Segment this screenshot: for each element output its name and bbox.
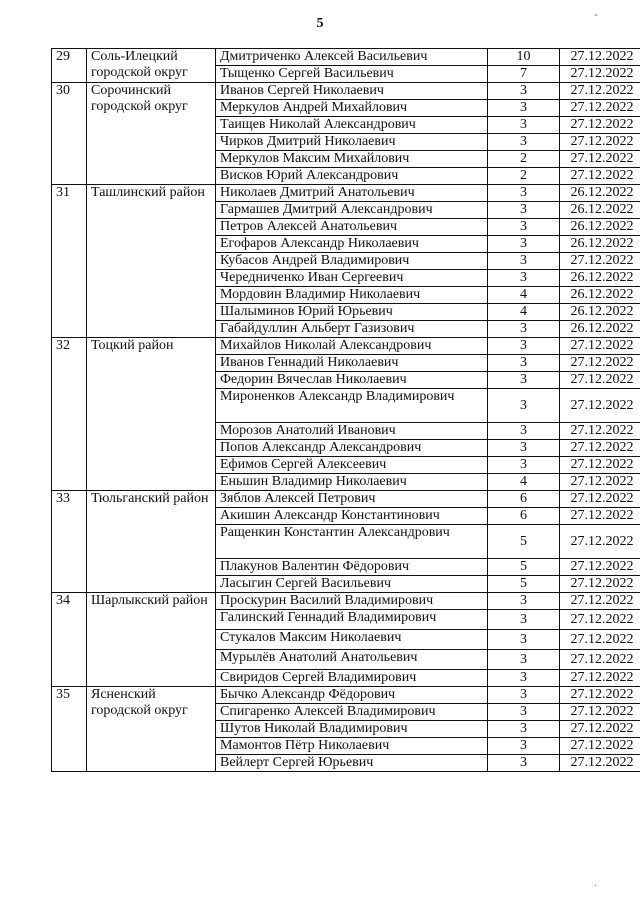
table-row bbox=[52, 491, 640, 508]
person-name: Шалыминов Юрий Юрьевич bbox=[216, 304, 488, 321]
count-value: 3 bbox=[488, 117, 560, 134]
person-name: Стукалов Максим Николаевич bbox=[216, 630, 488, 650]
person-name: Зяблов Алексей Петрович bbox=[216, 491, 488, 508]
count-value: 3 bbox=[488, 253, 560, 270]
person-name: Шутов Николай Владимирович bbox=[216, 721, 488, 738]
person-name: Акишин Александр Константинович bbox=[216, 508, 488, 525]
count-value: 6 bbox=[488, 491, 560, 508]
person-name: Мироненков Александр Владимирович bbox=[216, 389, 488, 423]
person-name: Еньшин Владимир Николаевич bbox=[216, 474, 488, 491]
date-value: 27.12.2022 bbox=[560, 721, 640, 738]
district-name: Тюльганский район bbox=[87, 491, 216, 593]
count-value: 3 bbox=[488, 738, 560, 755]
person-name: Федорин Вячеслав Николаевич bbox=[216, 372, 488, 389]
person-name: Егофаров Александр Николаевич bbox=[216, 236, 488, 253]
date-value: 27.12.2022 bbox=[560, 670, 640, 687]
count-value: 3 bbox=[488, 423, 560, 440]
person-name: Тыщенко Сергей Васильевич bbox=[216, 66, 488, 83]
date-value: 27.12.2022 bbox=[560, 253, 640, 270]
district-name: Сорочинский городской округ bbox=[87, 83, 216, 185]
count-value: 3 bbox=[488, 372, 560, 389]
group-number: 34 bbox=[52, 593, 87, 687]
count-value: 6 bbox=[488, 508, 560, 525]
date-value: 27.12.2022 bbox=[560, 738, 640, 755]
person-name: Дмитриченко Алексей Васильевич bbox=[216, 49, 488, 66]
date-value: 27.12.2022 bbox=[560, 66, 640, 83]
date-value: 27.12.2022 bbox=[560, 576, 640, 593]
date-value: 26.12.2022 bbox=[560, 185, 640, 202]
count-value: 3 bbox=[488, 721, 560, 738]
date-value: 27.12.2022 bbox=[560, 338, 640, 355]
person-name: Ефимов Сергей Алексеевич bbox=[216, 457, 488, 474]
count-value: 3 bbox=[488, 185, 560, 202]
person-name: Попов Александр Александрович bbox=[216, 440, 488, 457]
date-value: 27.12.2022 bbox=[560, 474, 640, 491]
date-value: 27.12.2022 bbox=[560, 440, 640, 457]
date-value: 27.12.2022 bbox=[560, 593, 640, 610]
person-name: Мурылёв Анатолий Анатольевич bbox=[216, 650, 488, 670]
group-number: 30 bbox=[52, 83, 87, 185]
person-name: Плакунов Валентин Фёдорович bbox=[216, 559, 488, 576]
date-value: 26.12.2022 bbox=[560, 270, 640, 287]
count-value: 5 bbox=[488, 576, 560, 593]
count-value: 3 bbox=[488, 687, 560, 704]
date-value: 27.12.2022 bbox=[560, 372, 640, 389]
date-value: 27.12.2022 bbox=[560, 100, 640, 117]
table-row bbox=[52, 185, 640, 202]
count-value: 3 bbox=[488, 219, 560, 236]
person-name: Галинский Геннадий Владимирович bbox=[216, 610, 488, 630]
person-name: Ращенкин Константин Александрович bbox=[216, 525, 488, 559]
person-name: Иванов Геннадий Николаевич bbox=[216, 355, 488, 372]
count-value: 3 bbox=[488, 321, 560, 338]
count-value: 4 bbox=[488, 287, 560, 304]
person-name: Габайдуллин Альберт Газизович bbox=[216, 321, 488, 338]
table-row bbox=[52, 687, 640, 704]
count-value: 3 bbox=[488, 630, 560, 650]
person-name: Проскурин Василий Владимирович bbox=[216, 593, 488, 610]
person-name: Таищев Николай Александрович bbox=[216, 117, 488, 134]
count-value: 5 bbox=[488, 559, 560, 576]
count-value: 5 bbox=[488, 525, 560, 559]
district-name: Тоцкий район bbox=[87, 338, 216, 491]
person-name: Михайлов Николай Александрович bbox=[216, 338, 488, 355]
person-name: Мамонтов Пётр Николаевич bbox=[216, 738, 488, 755]
date-value: 26.12.2022 bbox=[560, 236, 640, 253]
count-value: 3 bbox=[488, 270, 560, 287]
district-name: Соль-Илецкий городской округ bbox=[87, 49, 216, 83]
person-name: Бычко Александр Фёдорович bbox=[216, 687, 488, 704]
count-value: 3 bbox=[488, 202, 560, 219]
date-value: 26.12.2022 bbox=[560, 219, 640, 236]
district-name: Ясненский городской округ bbox=[87, 687, 216, 772]
date-value: 27.12.2022 bbox=[560, 687, 640, 704]
count-value: 3 bbox=[488, 389, 560, 423]
date-value: 27.12.2022 bbox=[560, 151, 640, 168]
group-number: 31 bbox=[52, 185, 87, 338]
count-value: 4 bbox=[488, 304, 560, 321]
count-value: 3 bbox=[488, 755, 560, 772]
date-value: 27.12.2022 bbox=[560, 610, 640, 630]
date-value: 27.12.2022 bbox=[560, 49, 640, 66]
date-value: 27.12.2022 bbox=[560, 83, 640, 100]
count-value: 3 bbox=[488, 355, 560, 372]
date-value: 27.12.2022 bbox=[560, 630, 640, 650]
count-value: 3 bbox=[488, 83, 560, 100]
date-value: 27.12.2022 bbox=[560, 423, 640, 440]
count-value: 10 bbox=[488, 49, 560, 66]
date-value: 26.12.2022 bbox=[560, 321, 640, 338]
date-value: 27.12.2022 bbox=[560, 650, 640, 670]
results-table bbox=[51, 48, 640, 772]
person-name: Чередниченко Иван Сергеевич bbox=[216, 270, 488, 287]
count-value: 3 bbox=[488, 670, 560, 687]
table-row bbox=[52, 83, 640, 100]
count-value: 3 bbox=[488, 593, 560, 610]
district-name: Ташлинский район bbox=[87, 185, 216, 338]
person-name: Вейлерт Сергей Юрьевич bbox=[216, 755, 488, 772]
person-name: Петров Алексей Анатольевич bbox=[216, 219, 488, 236]
date-value: 27.12.2022 bbox=[560, 117, 640, 134]
person-name: Меркулов Андрей Михайлович bbox=[216, 100, 488, 117]
table-body bbox=[52, 49, 640, 772]
date-value: 27.12.2022 bbox=[560, 355, 640, 372]
date-value: 27.12.2022 bbox=[560, 704, 640, 721]
person-name: Ласыгин Сергей Васильевич bbox=[216, 576, 488, 593]
date-value: 27.12.2022 bbox=[560, 755, 640, 772]
count-value: 4 bbox=[488, 474, 560, 491]
group-number: 35 bbox=[52, 687, 87, 772]
person-name: Николаев Дмитрий Анатольевич bbox=[216, 185, 488, 202]
person-name: Морозов Анатолий Иванович bbox=[216, 423, 488, 440]
date-value: 27.12.2022 bbox=[560, 168, 640, 185]
count-value: 3 bbox=[488, 650, 560, 670]
date-value: 26.12.2022 bbox=[560, 202, 640, 219]
date-value: 27.12.2022 bbox=[560, 457, 640, 474]
group-number: 29 bbox=[52, 49, 87, 83]
count-value: 3 bbox=[488, 457, 560, 474]
count-value: 3 bbox=[488, 704, 560, 721]
date-value: 26.12.2022 bbox=[560, 287, 640, 304]
date-value: 27.12.2022 bbox=[560, 508, 640, 525]
person-name: Гармашев Дмитрий Александрович bbox=[216, 202, 488, 219]
person-name: Мордовин Владимир Николаевич bbox=[216, 287, 488, 304]
group-number: 32 bbox=[52, 338, 87, 491]
date-value: 27.12.2022 bbox=[560, 559, 640, 576]
person-name: Иванов Сергей Николаевич bbox=[216, 83, 488, 100]
group-number: 33 bbox=[52, 491, 87, 593]
date-value: 27.12.2022 bbox=[560, 491, 640, 508]
table-row bbox=[52, 593, 640, 610]
count-value: 2 bbox=[488, 151, 560, 168]
district-name: Шарлыкский район bbox=[87, 593, 216, 687]
person-name: Спигаренко Алексей Владимирович bbox=[216, 704, 488, 721]
person-name: Висков Юрий Александрович bbox=[216, 168, 488, 185]
count-value: 3 bbox=[488, 236, 560, 253]
person-name: Свиридов Сергей Владимирович bbox=[216, 670, 488, 687]
count-value: 3 bbox=[488, 440, 560, 457]
count-value: 7 bbox=[488, 66, 560, 83]
person-name: Чирков Дмитрий Николаевич bbox=[216, 134, 488, 151]
date-value: 27.12.2022 bbox=[560, 389, 640, 423]
count-value: 3 bbox=[488, 134, 560, 151]
page-number: 5 bbox=[316, 16, 324, 31]
date-value: 27.12.2022 bbox=[560, 134, 640, 151]
scan-mark: - bbox=[594, 7, 598, 21]
scan-mark: . bbox=[594, 875, 597, 889]
person-name: Меркулов Максим Михайлович bbox=[216, 151, 488, 168]
person-name: Кубасов Андрей Владимирович bbox=[216, 253, 488, 270]
date-value: 26.12.2022 bbox=[560, 304, 640, 321]
table-row bbox=[52, 49, 640, 66]
count-value: 3 bbox=[488, 338, 560, 355]
table-row bbox=[52, 338, 640, 355]
count-value: 3 bbox=[488, 610, 560, 630]
count-value: 3 bbox=[488, 100, 560, 117]
date-value: 27.12.2022 bbox=[560, 525, 640, 559]
count-value: 2 bbox=[488, 168, 560, 185]
